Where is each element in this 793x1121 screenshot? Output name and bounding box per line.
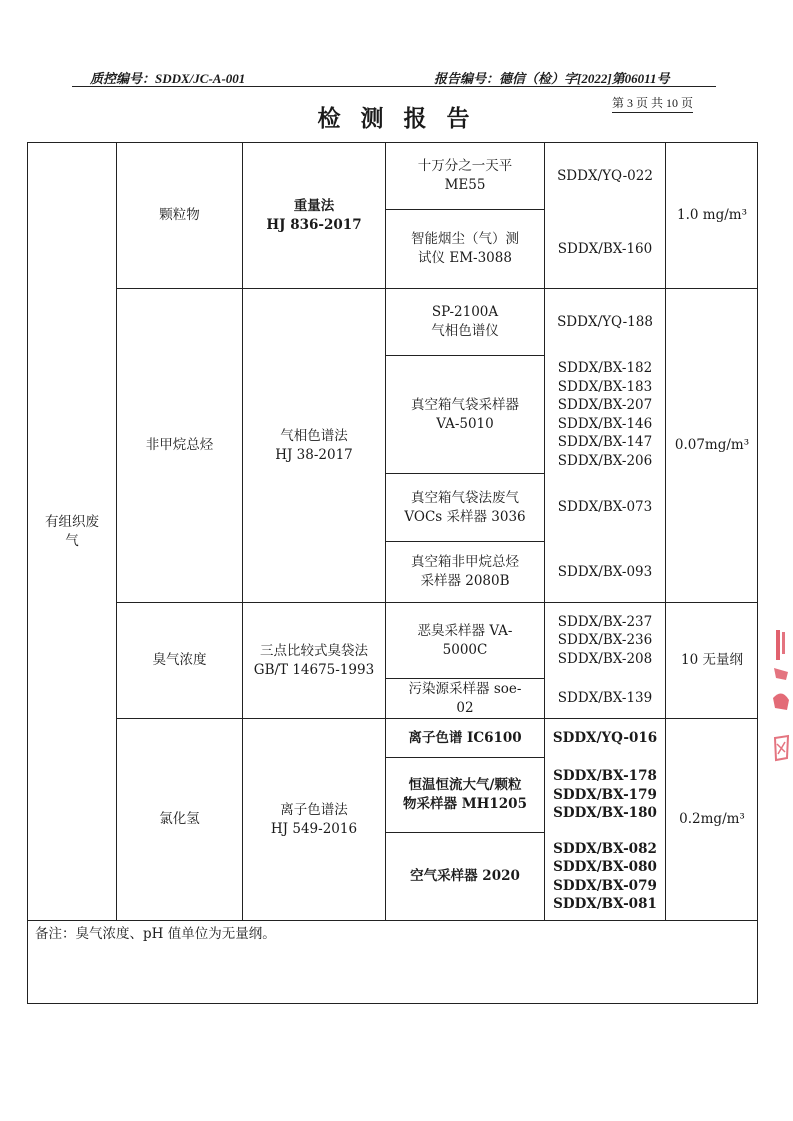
limit-cell: 1.0 mg/m³ — [677, 207, 747, 223]
instrument-code: SDDX/BX-237 SDDX/BX-236 SDDX/BX-208 — [557, 613, 653, 667]
instrument-name: 十万分之一天平 ME55 — [417, 158, 513, 193]
method-cell: 气相色谱法 HJ 38-2017 — [275, 427, 353, 463]
instrument-code: SDDX/BX-139 — [557, 690, 653, 706]
limit-cell: 10 无量纲 — [681, 652, 743, 668]
instrument-code: SDDX/BX-093 — [557, 563, 653, 580]
header-divider — [72, 86, 716, 87]
quality-control-number: 质控编号：SDDX/JC-A-001 — [90, 71, 246, 86]
item-cell: 非甲烷总烃 — [145, 437, 214, 453]
instrument-code: SDDX/YQ-022 — [557, 167, 653, 184]
category-cell: 有组织废 气 — [45, 514, 99, 549]
instrument-code: SDDX/BX-082 SDDX/BX-080 SDDX/BX-079 SDDX/BX-081 — [553, 840, 657, 912]
instrument-name: 智能烟尘（气）测 试仪 EM-3088 — [411, 231, 519, 266]
page-info: 第 3 页 共 10 页 — [612, 94, 693, 113]
instrument-code: SDDX/BX-073 — [557, 499, 653, 515]
table-note: 备注：臭气浓度、pH 值单位为无量纲。 — [35, 926, 276, 942]
page-title: 检 测 报 告 — [317, 105, 476, 132]
instrument-code: SDDX/BX-178 SDDX/BX-179 SDDX/BX-180 — [553, 768, 657, 822]
instrument-code: SDDX/BX-160 — [557, 240, 653, 257]
method-cell: 三点比较式臭袋法 GB/T 14675-1993 — [253, 642, 375, 678]
item-cell: 颗粒物 — [159, 207, 200, 223]
item-cell: 臭气浓度 — [152, 652, 207, 668]
method-cell: 离子色谱法 HJ 549-2016 — [270, 801, 358, 837]
note-divider — [28, 920, 758, 921]
instrument-name: 离子色谱 IC6100 — [408, 729, 522, 746]
instrument-code: SDDX/BX-182 SDDX/BX-183 SDDX/BX-207 SDDX/BX-146 SDDX/BX-147 SDDX/BX-206 — [557, 360, 653, 469]
method-cell: 重量法 HJ 836-2017 — [266, 197, 362, 233]
instrument-table — [27, 142, 758, 1004]
instrument-name: 空气采样器 2020 — [410, 868, 520, 884]
seal-stamp-fragment — [770, 628, 792, 778]
instrument-name: 污染源采样器 soe- 02 — [408, 680, 522, 716]
item-cell: 氯化氢 — [159, 811, 200, 827]
instrument-name: 真空箱气袋采样器 VA-5010 — [411, 396, 519, 432]
limit-cell: 0.07mg/m³ — [674, 437, 750, 453]
instrument-name: 真空箱非甲烷总烃 采样器 2080B — [411, 554, 519, 589]
instrument-name: 恶臭采样器 VA- 5000C — [417, 622, 513, 658]
instrument-name: SP-2100A 气相色谱仪 — [431, 304, 499, 339]
limit-cell: 0.2mg/m³ — [679, 811, 745, 827]
instrument-name: 恒温恒流大气/颗粒 物采样器 MH1205 — [403, 777, 527, 812]
report-number: 报告编号：德信（检）字[2022]第06011号 — [434, 71, 670, 86]
instrument-name: 真空箱气袋法废气 VOCs 采样器 3036 — [404, 489, 526, 525]
instrument-code: SDDX/YQ-188 — [557, 313, 653, 330]
instrument-code: SDDX/YQ-016 — [552, 729, 658, 746]
